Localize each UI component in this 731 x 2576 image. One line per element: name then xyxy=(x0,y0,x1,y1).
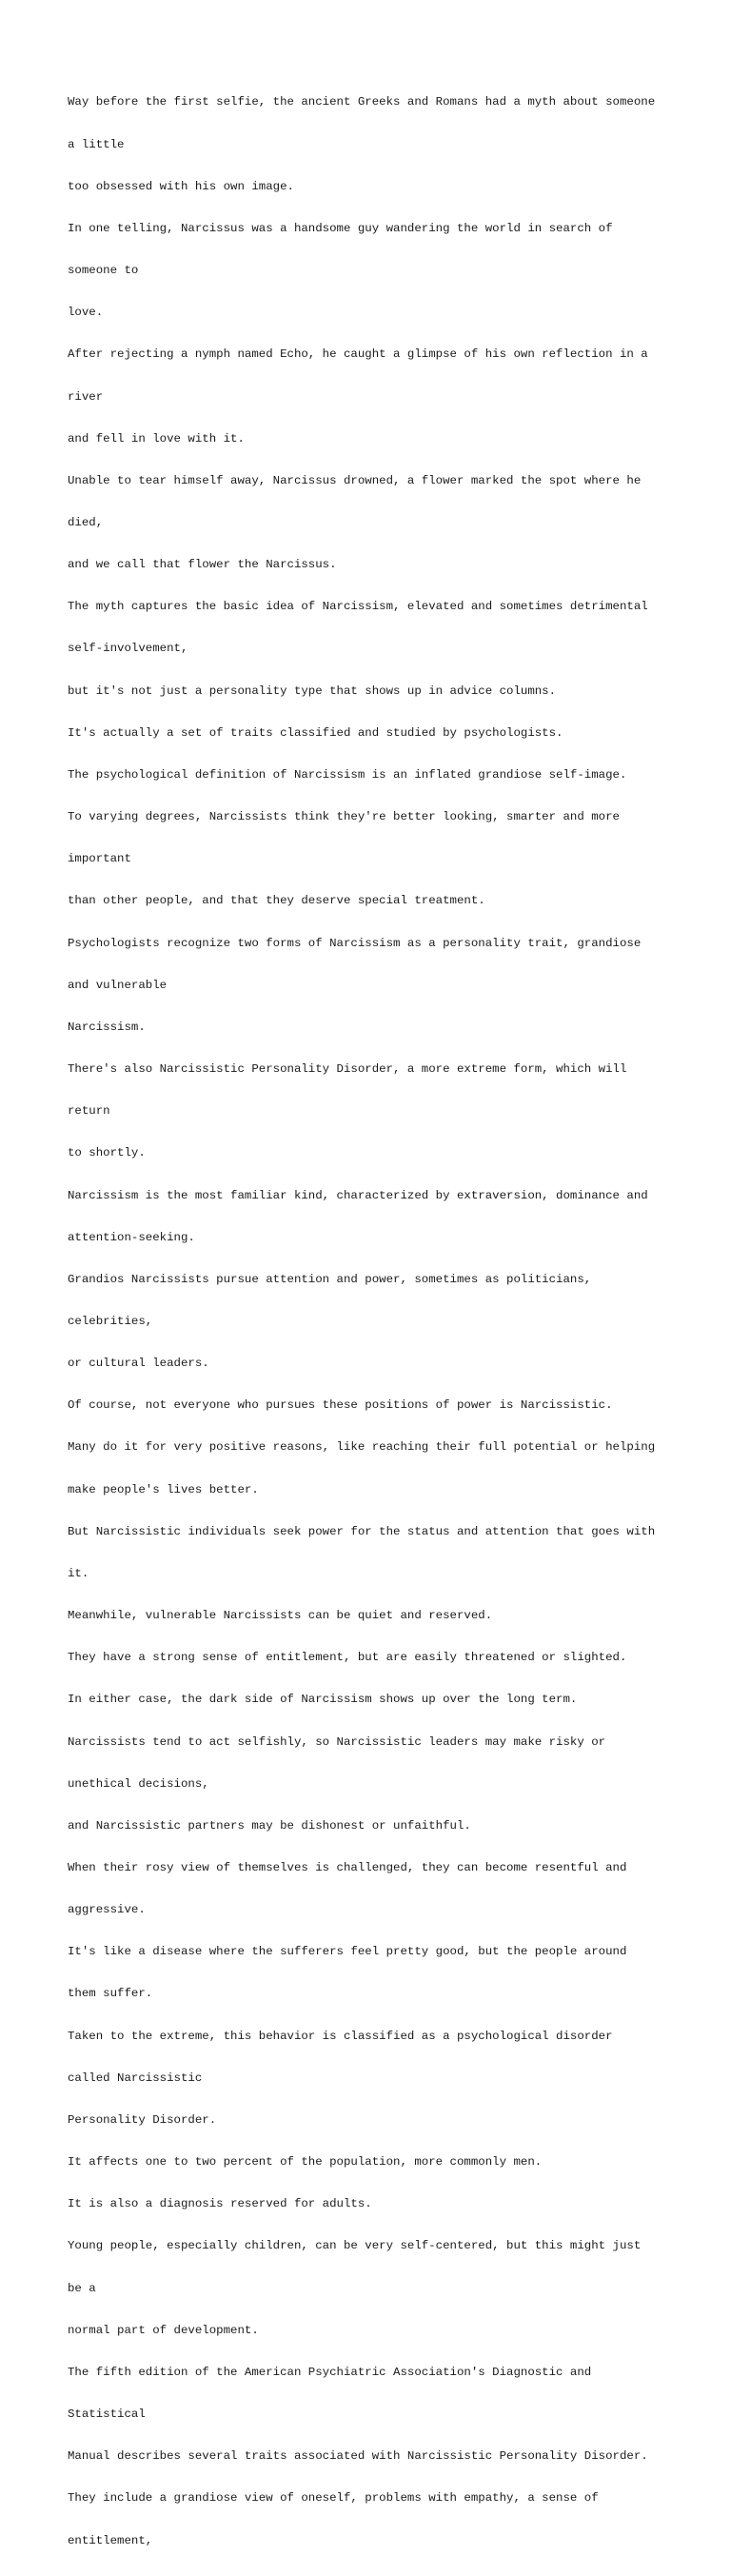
text-line: river xyxy=(68,389,104,404)
text-line: a little xyxy=(68,137,125,151)
text-line: It's actually a set of traits classified and studied by psychologists. xyxy=(68,725,563,740)
text-line: Narcissists tend to act selfishly, so Narcissistic leaders may make risky or xyxy=(68,1734,606,1749)
text-line: The psychological definition of Narcissism is an inflated grandiose self-image. xyxy=(68,767,627,782)
text-line: There's also Narcissistic Personality Disorder, a more extreme form, which will xyxy=(68,1062,627,1077)
text-line: When their rosy view of themselves is challenged, they can become resentful and xyxy=(68,1861,627,1874)
text-line: love. xyxy=(68,306,104,320)
text-line: To varying degrees, Narcissists think they're better looking, smarter and more xyxy=(68,810,620,824)
text-line: them suffer. xyxy=(68,1987,153,2001)
text-line: self-involvement, xyxy=(68,642,188,656)
text-line: Young people, especially children, can be very self-centered, but this might just xyxy=(68,2239,642,2253)
text-line: and we call that flower the Narcissus. xyxy=(68,558,337,572)
text-line: Many do it for very positive reasons, like reaching their full potential or helping xyxy=(68,1440,656,1455)
text-line: died, xyxy=(68,516,104,529)
text-line: make people's lives better. xyxy=(68,1482,259,1496)
text-line: Psychologists recognize two forms of Narcissism as a personality trait, grandiose xyxy=(68,936,642,950)
text-line: Manual describes several traits associated with Narcissistic Personality Disorder. xyxy=(68,2449,648,2464)
text-line: But Narcissistic individuals seek power for the status and attention that goes with xyxy=(68,1524,656,1538)
text-line: return xyxy=(68,1104,110,1119)
text-line: someone to xyxy=(68,264,139,278)
text-line: Narcissism is the most familiar kind, characterized by extraversion, dominance and xyxy=(68,1188,648,1202)
text-line: Narcissism. xyxy=(68,1020,146,1034)
text-line: and vulnerable xyxy=(68,978,168,992)
text-line: or cultural leaders. xyxy=(68,1357,209,1371)
text-line: normal part of development. xyxy=(68,2323,259,2337)
text-line: celebrities, xyxy=(68,1314,153,1328)
text-line: The myth captures the basic idea of Narcissism, elevated and sometimes detrimental xyxy=(68,600,648,614)
text-line: than other people, and that they deserve special treatment. xyxy=(68,894,485,908)
text-line: attention-seeking. xyxy=(68,1230,195,1244)
text-line: important xyxy=(68,852,131,866)
text-line: Of course, not everyone who pursues these positions of power is Narcissistic. xyxy=(68,1398,613,1413)
text-line: They include a grandiose view of oneself, problems with empathy, a sense of xyxy=(68,2491,599,2506)
text-line: and Narcissistic partners may be dishonest or unfaithful. xyxy=(68,1818,471,1833)
text-line: Unable to tear himself away, Narcissus drowned, a flower marked the spot where he xyxy=(68,473,642,487)
text-line: Meanwhile, vulnerable Narcissists can be quiet and reserved. xyxy=(68,1609,493,1623)
text-line: aggressive. xyxy=(68,1903,146,1917)
text-line: Personality Disorder. xyxy=(68,2112,217,2127)
text-line: and fell in love with it. xyxy=(68,431,245,446)
text-line: to shortly. xyxy=(68,1146,146,1160)
text-line: In one telling, Narcissus was a handsome guy wandering the world in search of xyxy=(68,221,613,235)
text-line: but it's not just a personality type that shows up in advice columns. xyxy=(68,684,557,698)
text-line: entitlement, xyxy=(68,2533,153,2547)
text-line: too obsessed with his own image. xyxy=(68,179,294,193)
text-line: called Narcissistic xyxy=(68,2071,203,2085)
text-line: It is also a diagnosis reserved for adults. xyxy=(68,2197,372,2211)
text-line: unethical decisions, xyxy=(68,1776,209,1791)
text-line: Statistical xyxy=(68,2408,146,2422)
text-line: They have a strong sense of entitlement, but are easily threatened or slighted. xyxy=(68,1651,627,1665)
text-line: it. xyxy=(68,1566,89,1580)
text-line: Grandios Narcissists pursue attention and power, sometimes as politicians, xyxy=(68,1272,592,1286)
text-line: It affects one to two percent of the population, more commonly men. xyxy=(68,2155,543,2170)
text-line: Way before the first selfie, the ancient Greeks and Romans had a myth about someone xyxy=(68,95,656,109)
text-line: Taken to the extreme, this behavior is classified as a psychological disorder xyxy=(68,2029,613,2043)
text-line: After rejecting a nymph named Echo, he caught a glimpse of his own reflection in a xyxy=(68,347,648,362)
text-line: In either case, the dark side of Narcissism shows up over the long term. xyxy=(68,1693,578,1707)
text-line: The fifth edition of the American Psychiatric Association's Diagnostic and xyxy=(68,2365,592,2379)
text-line: It's like a disease where the sufferers feel pretty good, but the people around xyxy=(68,1945,627,1959)
text-line: be a xyxy=(68,2281,96,2295)
transcript-text xyxy=(68,68,677,2576)
